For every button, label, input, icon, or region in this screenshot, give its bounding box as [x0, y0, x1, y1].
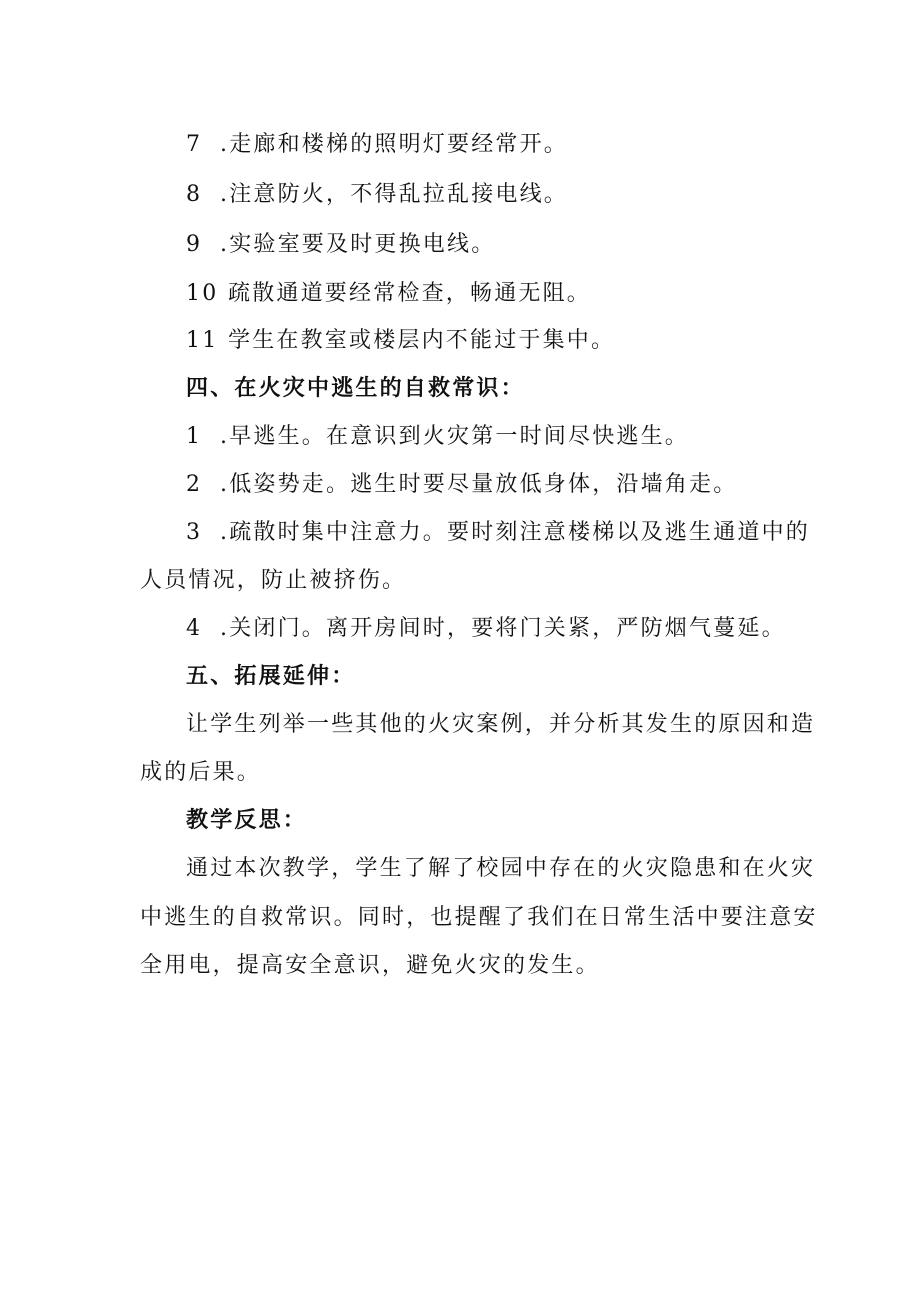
list-item-8: [186, 180, 568, 210]
reflection-paragraph-line-1: 通过本次教学，学生了解了校园中存在的火灾隐患和在火灾: [186, 856, 816, 881]
list-item-text: .实验室要及时更换电线。: [220, 232, 496, 257]
escape-item-4: [186, 614, 786, 644]
extension-paragraph-line-2: 成的后果。: [140, 760, 262, 785]
list-item-number: 2: [186, 472, 203, 497]
list-item-10: [186, 279, 591, 309]
list-item-number: 3: [186, 520, 203, 545]
list-item-11: [186, 326, 615, 356]
list-item-text: .注意防火，不得乱拉乱接电线。: [220, 182, 568, 207]
escape-item-3: [186, 518, 810, 548]
section-heading-reflection: 教学反思：: [186, 808, 308, 833]
list-item-text: .低姿势走。逃生时要尽量放低身体，沿墙角走。: [220, 472, 738, 497]
escape-item-1: [186, 422, 689, 452]
extension-paragraph-line-1: 让学生列举一些其他的火灾案例，并分析其发生的原因和造: [186, 712, 816, 737]
section-heading-escape: 四、在火灾中逃生的自救常识：: [186, 376, 525, 401]
section-heading-extension: 五、拓展延伸：: [186, 664, 356, 689]
reflection-paragraph-line-2: 中逃生的自救常识。同时，也提醒了我们在日常生活中要注意安: [140, 905, 818, 930]
escape-item-2: [186, 470, 737, 500]
list-item-number: 8: [186, 182, 203, 207]
list-item-text: .关闭门。离开房间时，要将门关紧，严防烟气蔓延。: [220, 616, 786, 641]
list-item-number: 1: [186, 424, 203, 449]
list-item-7: [186, 130, 568, 160]
list-item-text: .疏散时集中注意力。要时刻注意楼梯以及逃生通道中的: [220, 520, 810, 545]
list-item-number: 10: [186, 281, 219, 306]
list-item-number: 9: [186, 232, 203, 257]
list-item-number: 7: [186, 132, 203, 157]
reflection-paragraph-line-3: 全用电，提高安全意识，避免火灾的发生。: [140, 953, 600, 978]
list-item-9: [186, 230, 495, 260]
list-item-text: 疏散通道要经常检查，畅通无阻。: [228, 281, 592, 306]
list-item-number: 11: [186, 328, 219, 353]
list-item-text: 学生在教室或楼层内不能过于集中。: [228, 328, 616, 353]
list-item-text: .走廊和楼梯的照明灯要经常开。: [220, 132, 568, 157]
escape-item-3-continuation: 人员情况，防止被挤伤。: [140, 568, 407, 593]
list-item-number: 4: [186, 616, 203, 641]
list-item-text: .早逃生。在意识到火灾第一时间尽快逃生。: [220, 424, 689, 449]
